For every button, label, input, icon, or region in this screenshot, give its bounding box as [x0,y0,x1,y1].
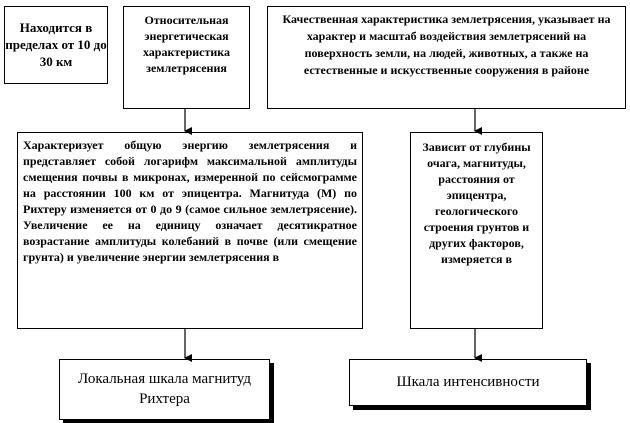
depth-range-text: Находится в пределах от 10 до 30 км [5,20,107,69]
qualitative-characteristic-text: Качественная характеристика землетрясения, указывает на характер и масштаб воздействия землетрясений на поверхность земли, на людей, животных, а также на естественные и искусственные сооружения в районе [282,12,611,77]
magnitude-description-text: Характеризует общую энергию землетрясения и представляет собой логарифм максимальной амплитуды смещения почвы в микронах, измеренной по сейсмограмме на расстоянии 100 км от эпицентра. Магнитуда (М) по Рихтеру изменяется от 0 до 9 (самое сильное землетрясение). Увеличение ее на единицу означает десятикратное возрастание амплитуды колебаний в почве (или смещение грунта) и увеличение энергии землетрясения в [23,138,357,264]
intensity-description-text: Зависит от глубины очага, магнитуды, расстояния от эпицентра, геологического строения грунтов и других факторов, измеряется в [422,140,531,266]
richter-scale-text: Локальная шкала магнитуд Рихтера [78,371,251,407]
relative-energy-text: Относительная энергетическая характеристика землетрясения [142,13,231,75]
intensity-scale-text: Шкала интенсивности [396,374,540,390]
